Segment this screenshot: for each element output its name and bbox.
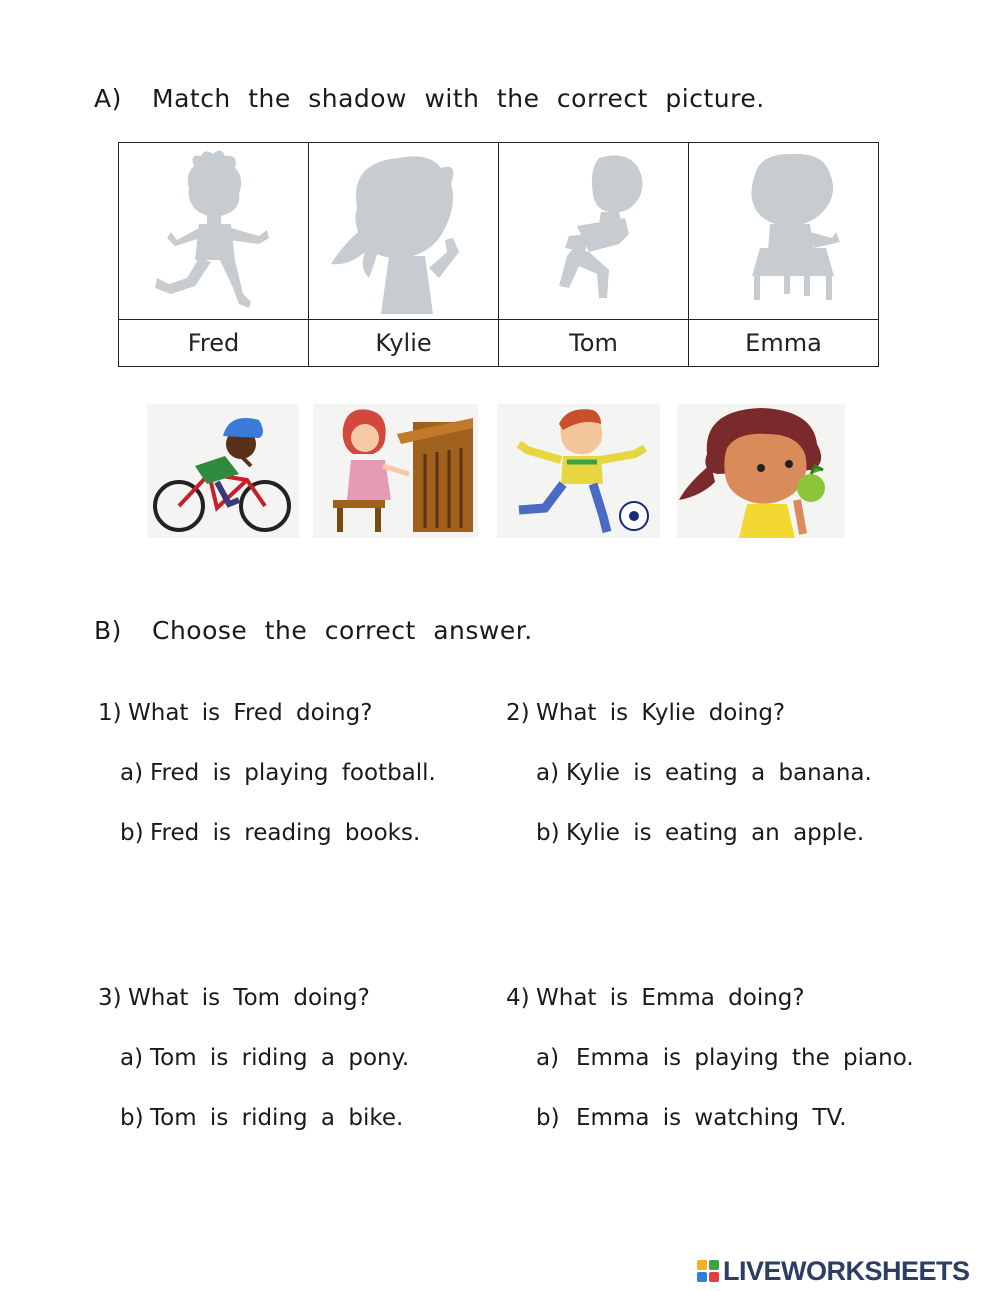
- question-3: [98, 985, 370, 1011]
- question-number: 3): [98, 985, 122, 1011]
- question-2: [506, 700, 785, 726]
- shadow-tom-icon: [529, 148, 659, 314]
- question-4-option-a[interactable]: [536, 1045, 914, 1071]
- section-a-heading: [94, 84, 765, 113]
- liveworksheets-logo-icon: [697, 1260, 719, 1282]
- question-number: 1): [98, 700, 122, 726]
- shadow-cell-kylie[interactable]: [309, 143, 499, 320]
- shadow-name-fred: Fred: [119, 320, 309, 367]
- boy-playing-football-icon: [497, 404, 660, 538]
- option-text: Tom is riding a pony.: [150, 1045, 410, 1071]
- option-text: Emma is watching TV.: [576, 1105, 847, 1131]
- shadow-cell-tom[interactable]: [499, 143, 689, 320]
- shadow-name-emma: Emma: [689, 320, 879, 367]
- question-4-option-b[interactable]: [536, 1105, 847, 1131]
- option-letter: b): [536, 820, 560, 846]
- option-letter: a): [536, 1045, 560, 1071]
- shadow-kylie-icon: [329, 148, 479, 314]
- section-a-label: A): [94, 84, 122, 113]
- section-b-label: B): [94, 616, 122, 645]
- section-b-instruction: Choose the correct answer.: [152, 616, 533, 645]
- picture-football[interactable]: [497, 404, 660, 538]
- boy-riding-bike-icon: [147, 404, 299, 538]
- picture-bike[interactable]: [147, 404, 299, 538]
- shadow-cell-emma[interactable]: [689, 143, 879, 320]
- girl-eating-apple-icon: [677, 404, 845, 538]
- option-text: Tom is riding a bike.: [150, 1105, 404, 1131]
- question-1-option-b[interactable]: [120, 820, 420, 846]
- section-a-instruction: Match the shadow with the correct picture.: [152, 84, 765, 113]
- option-letter: b): [536, 1105, 560, 1131]
- shadow-emma-icon: [714, 148, 854, 314]
- question-text: What is Fred doing?: [128, 700, 373, 726]
- option-text: Fred is playing football.: [150, 760, 436, 786]
- liveworksheets-logo[interactable]: [697, 1256, 970, 1286]
- option-letter: a): [120, 1045, 144, 1071]
- question-text: What is Emma doing?: [536, 985, 805, 1011]
- question-3-option-a[interactable]: [120, 1045, 409, 1071]
- question-2-option-a[interactable]: [536, 760, 872, 786]
- picture-piano[interactable]: [313, 404, 478, 538]
- option-letter: b): [120, 1105, 144, 1131]
- section-b-heading: [94, 616, 533, 645]
- question-3-option-b[interactable]: [120, 1105, 403, 1131]
- question-text: What is Tom doing?: [128, 985, 370, 1011]
- option-letter: b): [120, 820, 144, 846]
- question-1: [98, 700, 372, 726]
- option-text: Kylie is eating a banana.: [566, 760, 872, 786]
- shadow-cell-fred[interactable]: [119, 143, 309, 320]
- shadow-name-tom: Tom: [499, 320, 689, 367]
- logo-text: LIVEWORKSHEETS: [723, 1255, 970, 1286]
- picture-apple[interactable]: [677, 404, 845, 538]
- option-text: Emma is playing the piano.: [576, 1045, 914, 1071]
- option-letter: a): [120, 760, 144, 786]
- shadow-fred-icon: [149, 148, 279, 314]
- question-number: 2): [506, 700, 530, 726]
- girl-playing-piano-icon: [313, 404, 478, 538]
- question-text: What is Kylie doing?: [536, 700, 786, 726]
- question-1-option-a[interactable]: [120, 760, 436, 786]
- option-text: Fred is reading books.: [150, 820, 421, 846]
- option-text: Kylie is eating an apple.: [566, 820, 865, 846]
- question-4: [506, 985, 805, 1011]
- shadow-name-kylie: Kylie: [309, 320, 499, 367]
- question-number: 4): [506, 985, 530, 1011]
- shadow-table: [118, 142, 879, 367]
- question-2-option-b[interactable]: [536, 820, 864, 846]
- option-letter: a): [536, 760, 560, 786]
